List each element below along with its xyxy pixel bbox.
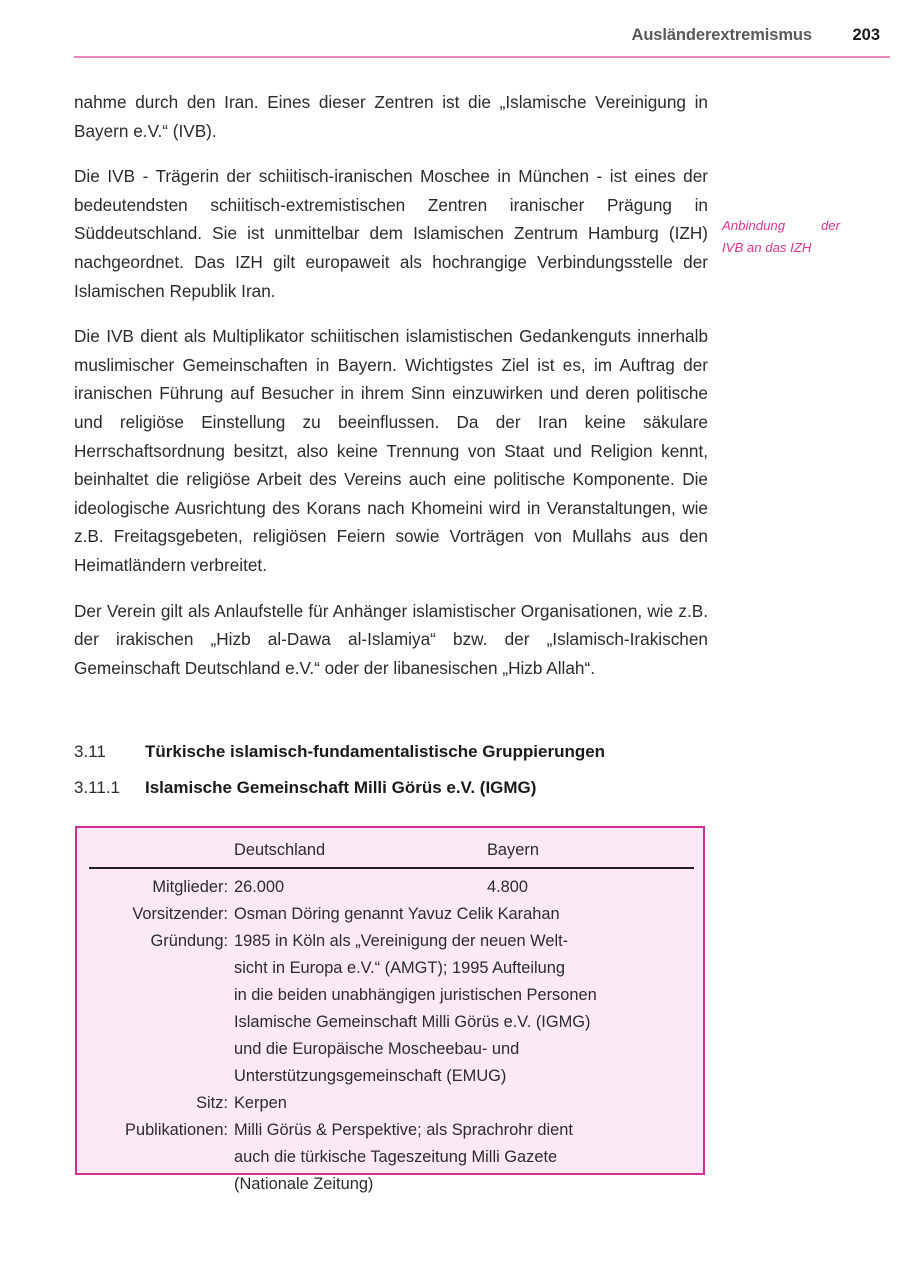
table-row — [77, 901, 703, 928]
row-value-line: Unterstützungsgemeinschaft (EMUG) — [234, 1067, 507, 1085]
subsection-title: Islamische Gemeinschaft Milli Görüs e.V. (IGMG) — [145, 778, 537, 797]
table-row — [77, 1117, 703, 1198]
running-head-title: Ausländerextremismus — [631, 26, 812, 44]
margin-note — [722, 215, 882, 259]
column-header-bayern: Bayern — [487, 841, 539, 859]
margin-note-word-2: der — [820, 218, 840, 233]
row-value-line: auch die türkische Tageszeitung Milli Gazete — [234, 1148, 558, 1166]
table-row — [77, 1090, 703, 1117]
fact-table-header-row — [77, 828, 703, 864]
page-number: 203 — [852, 26, 880, 44]
row-label: Vorsitzender: — [132, 905, 228, 923]
margin-note-line-1 — [722, 215, 840, 237]
section-title: Türkische islamisch-fundamentalistische Gruppierungen — [145, 742, 606, 761]
fact-table — [77, 828, 703, 1193]
table-row — [77, 928, 703, 1090]
row-value — [234, 874, 703, 901]
row-value-bayern: 4.800 — [487, 878, 529, 896]
row-value-line: Islamische Gemeinschaft Milli Görüs e.V. (IGMG) — [234, 1013, 591, 1031]
row-value-deutschland: 26.000 — [234, 878, 285, 896]
paragraph: nahme durch den Iran. Eines dieser Zentren ist die „Islamische Vereinigung in Bayern e.V.“ (IVB). — [74, 92, 708, 141]
column-header-deutschland: Deutschland — [234, 841, 326, 859]
paragraph: Der Verein gilt als Anlaufstelle für Anhänger islamistischer Organisationen, wie z.B. der irakischen „Hizb al-Dawa al-Islamiya“ bzw. der „Islamisch-Irakischen Gemeinschaft Deutschland e.V.“ oder der libanesischen „Hizb Allah“. — [74, 600, 708, 678]
row-label: Mitglieder: — [152, 878, 228, 896]
row-label: Gründung: — [150, 932, 228, 950]
fact-table-body — [77, 874, 703, 1198]
row-value-line: in die beiden unabhängigen juristischen Personen — [234, 986, 597, 1004]
row-value-line: sicht in Europa e.V.“ (AMGT); 1995 Aufteilung — [234, 959, 566, 977]
header-divider-rule — [74, 56, 890, 58]
header-underline-rule — [89, 867, 694, 869]
row-value — [234, 901, 703, 928]
row-value-line: Milli Görüs & Perspektive; als Sprachrohr dient — [234, 1121, 573, 1139]
row-value-line: (Nationale Zeitung) — [234, 1175, 374, 1193]
section-number: 3.11 — [74, 742, 106, 761]
subsection-number: 3.11.1 — [74, 778, 121, 797]
row-value — [234, 1117, 703, 1198]
table-row — [77, 874, 703, 901]
row-value-line: und die Europäische Moscheebau- und — [234, 1040, 520, 1058]
row-label: Sitz: — [196, 1094, 228, 1112]
row-value — [234, 1090, 703, 1117]
row-value-line: Kerpen — [234, 1094, 287, 1112]
paragraph: Die IVB dient als Multiplikator schiitischen islamistischen Gedankenguts innerhalb muslimischer Gemeinschaften in Bayern. Wichtigstes Ziel ist es, im Auftrag der iranischen Führung auf Besucher in ihrem Sinn einzuwirken und deren politische und religiöse Einstellung zu beeinflussen. Da der Iran keine säkulare Herrschaftsordnung besitzt, also keine Trennung von Staat und Religion kennt, beinhaltet die religiöse Arbeit des Vereins auch eine politische Komponente. Die ideologische Ausrichtung des Korans nach Khomeini wird in Veranstaltungen, wie z.B. Freitagsgebeten, religiösen Feiern sowie Vorträgen von Mullahs aus den Heimatländern verbreitet. — [74, 326, 708, 575]
margin-note-line-2: IVB an das IZH — [722, 240, 812, 255]
row-value — [234, 928, 703, 1090]
body-text-column — [74, 88, 708, 682]
section-heading-3-11 — [74, 742, 774, 762]
fact-box — [75, 826, 705, 1193]
section-heading-3-11-1 — [74, 778, 774, 798]
paragraph: Die IVB - Trägerin der schiitisch-iranischen Moschee in München - ist eines der bedeutendsten schiitisch-extremistischen Zentren iranischer Prägung in Süddeutschland. Sie ist unmittelbar dem Islamischen Zentrum Hamburg (IZH) nachgeordnet. Das IZH gilt europaweit als hochrangige Verbindungsstelle der Islamischen Republik Iran. — [74, 166, 708, 301]
row-value-line: 1985 in Köln als „Vereinigung der neuen Welt- — [234, 932, 569, 950]
margin-note-word-1: Anbindung — [722, 218, 786, 233]
running-head — [74, 26, 890, 56]
header-spacer — [77, 837, 234, 864]
row-value-line: Osman Döring genannt Yavuz Celik Karahan — [234, 905, 560, 923]
row-label: Publikationen: — [125, 1121, 228, 1139]
